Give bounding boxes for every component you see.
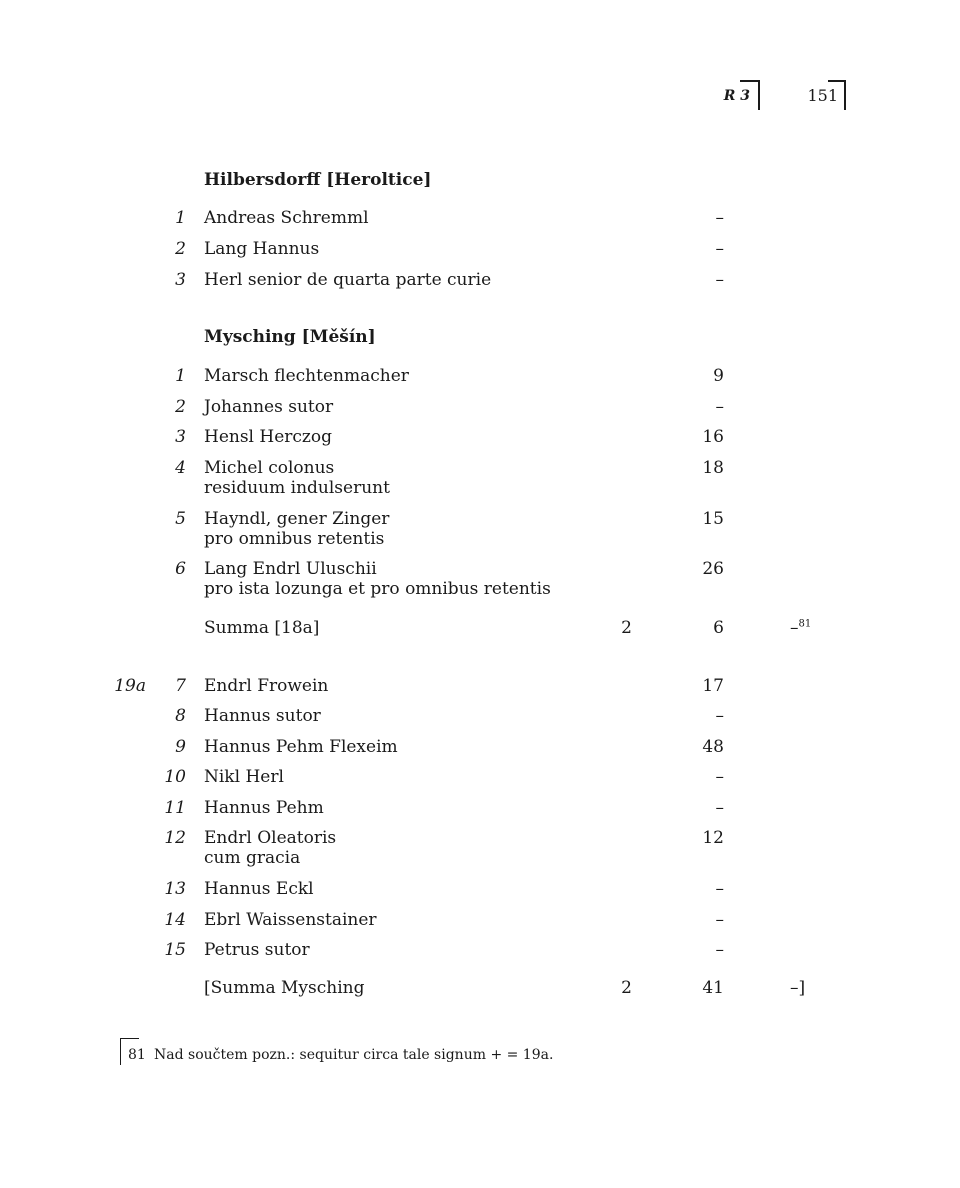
value-col-2: 6 xyxy=(713,618,724,638)
entry-name: Hensl Herczog xyxy=(204,427,333,447)
value-col-2: 18 xyxy=(702,458,724,478)
value-col-3 xyxy=(790,618,840,638)
entry-number: 8 xyxy=(175,706,186,726)
entry-name: Hannus Pehm Flexeim xyxy=(204,737,398,757)
folio-marker: 19a xyxy=(114,676,146,696)
entry-name-text: Endrl Oleatoris xyxy=(204,828,337,848)
footnote-text: Nad součtem pozn.: sequitur circa tale signum + = 19a. xyxy=(154,1047,554,1063)
value-col-2: – xyxy=(715,706,724,726)
value-col-1: 2 xyxy=(621,618,632,638)
value-col-2: – xyxy=(715,397,724,417)
entry-name: Endrl Frowein xyxy=(204,676,329,696)
section-code: R 3 xyxy=(723,88,750,104)
entry-number: 1 xyxy=(175,208,186,228)
entry-name: Herl senior de quarta parte curie xyxy=(204,270,492,290)
entry-number: 13 xyxy=(164,879,186,899)
value-col-2: – xyxy=(715,940,724,960)
entry-number: 10 xyxy=(164,767,186,787)
value-col-3: –] xyxy=(790,978,806,998)
value-col-2: – xyxy=(715,239,724,259)
entry-number: 3 xyxy=(175,427,186,447)
entry-number: 2 xyxy=(175,239,186,259)
entry-number: 4 xyxy=(175,458,186,478)
value-col-2: – xyxy=(715,270,724,290)
entry-number: 3 xyxy=(175,270,186,290)
entry-number: 5 xyxy=(175,509,186,529)
entry-name-text: Michel colonus xyxy=(204,458,335,478)
footnote-reference[interactable]: 81 xyxy=(798,618,812,630)
entry-name xyxy=(204,559,551,599)
entry-name: Andreas Schremml xyxy=(204,208,369,228)
value-col-2: – xyxy=(715,208,724,228)
entry-name-text: Lang Endrl Uluschii xyxy=(204,559,377,579)
page-number: 151 xyxy=(807,86,838,105)
value-col-2: 16 xyxy=(702,427,724,447)
entry-note: pro omnibus retentis xyxy=(204,529,385,549)
entry-name: Johannes sutor xyxy=(204,397,334,417)
section-heading-text: Hilbersdorff [Heroltice] xyxy=(204,170,432,190)
summary-label: [Summa Mysching xyxy=(204,978,365,998)
value-col-2: 9 xyxy=(713,366,724,386)
entry-name-text: Hayndl, gener Zinger xyxy=(204,509,390,529)
summary-label: Summa [18a] xyxy=(204,618,320,638)
entry-number: 1 xyxy=(175,366,186,386)
entry-number: 11 xyxy=(164,798,186,818)
entry-name xyxy=(204,458,390,498)
value-col-2: 48 xyxy=(702,737,724,757)
running-head xyxy=(0,80,960,110)
entry-name: Hannus sutor xyxy=(204,706,321,726)
footnote-number: 81 xyxy=(128,1047,146,1063)
value-col-2: – xyxy=(715,910,724,930)
entry-name: Lang Hannus xyxy=(204,239,320,259)
entry-number: 15 xyxy=(164,940,186,960)
entry-name xyxy=(204,828,336,868)
value-col-2: 41 xyxy=(702,978,724,998)
value-col-3-text: – xyxy=(790,618,799,638)
entry-name: Petrus sutor xyxy=(204,940,310,960)
value-col-2: 15 xyxy=(702,509,724,529)
value-col-1: 2 xyxy=(621,978,632,998)
value-col-2: – xyxy=(715,767,724,787)
entry-number: 14 xyxy=(164,910,186,930)
corner-bracket-icon xyxy=(828,80,846,110)
value-col-2: 26 xyxy=(702,559,724,579)
entry-name: Marsch flechtenmacher xyxy=(204,366,409,386)
entry-number: 12 xyxy=(164,828,186,848)
entry-note: pro ista lozunga et pro omnibus retentis xyxy=(204,579,551,599)
entry-number: 7 xyxy=(175,676,186,696)
entry-number: 6 xyxy=(175,559,186,579)
entry-note: residuum indulserunt xyxy=(204,478,390,498)
entry-number: 9 xyxy=(175,737,186,757)
value-col-2: – xyxy=(715,879,724,899)
entry-number: 2 xyxy=(175,397,186,417)
entry-name: Nikl Herl xyxy=(204,767,284,787)
entry-name: Hannus Pehm xyxy=(204,798,324,818)
value-col-2: – xyxy=(715,798,724,818)
value-col-2: 17 xyxy=(702,676,724,696)
footnote xyxy=(120,1038,840,1066)
entry-name: Ebrl Waissenstainer xyxy=(204,910,377,930)
section-heading-text: Mysching [Měšín] xyxy=(204,327,376,347)
entry-name xyxy=(204,509,389,549)
entry-name: Hannus Eckl xyxy=(204,879,314,899)
value-col-2: 12 xyxy=(702,828,724,848)
corner-bracket-icon xyxy=(740,80,760,110)
entry-note: cum gracia xyxy=(204,848,301,868)
